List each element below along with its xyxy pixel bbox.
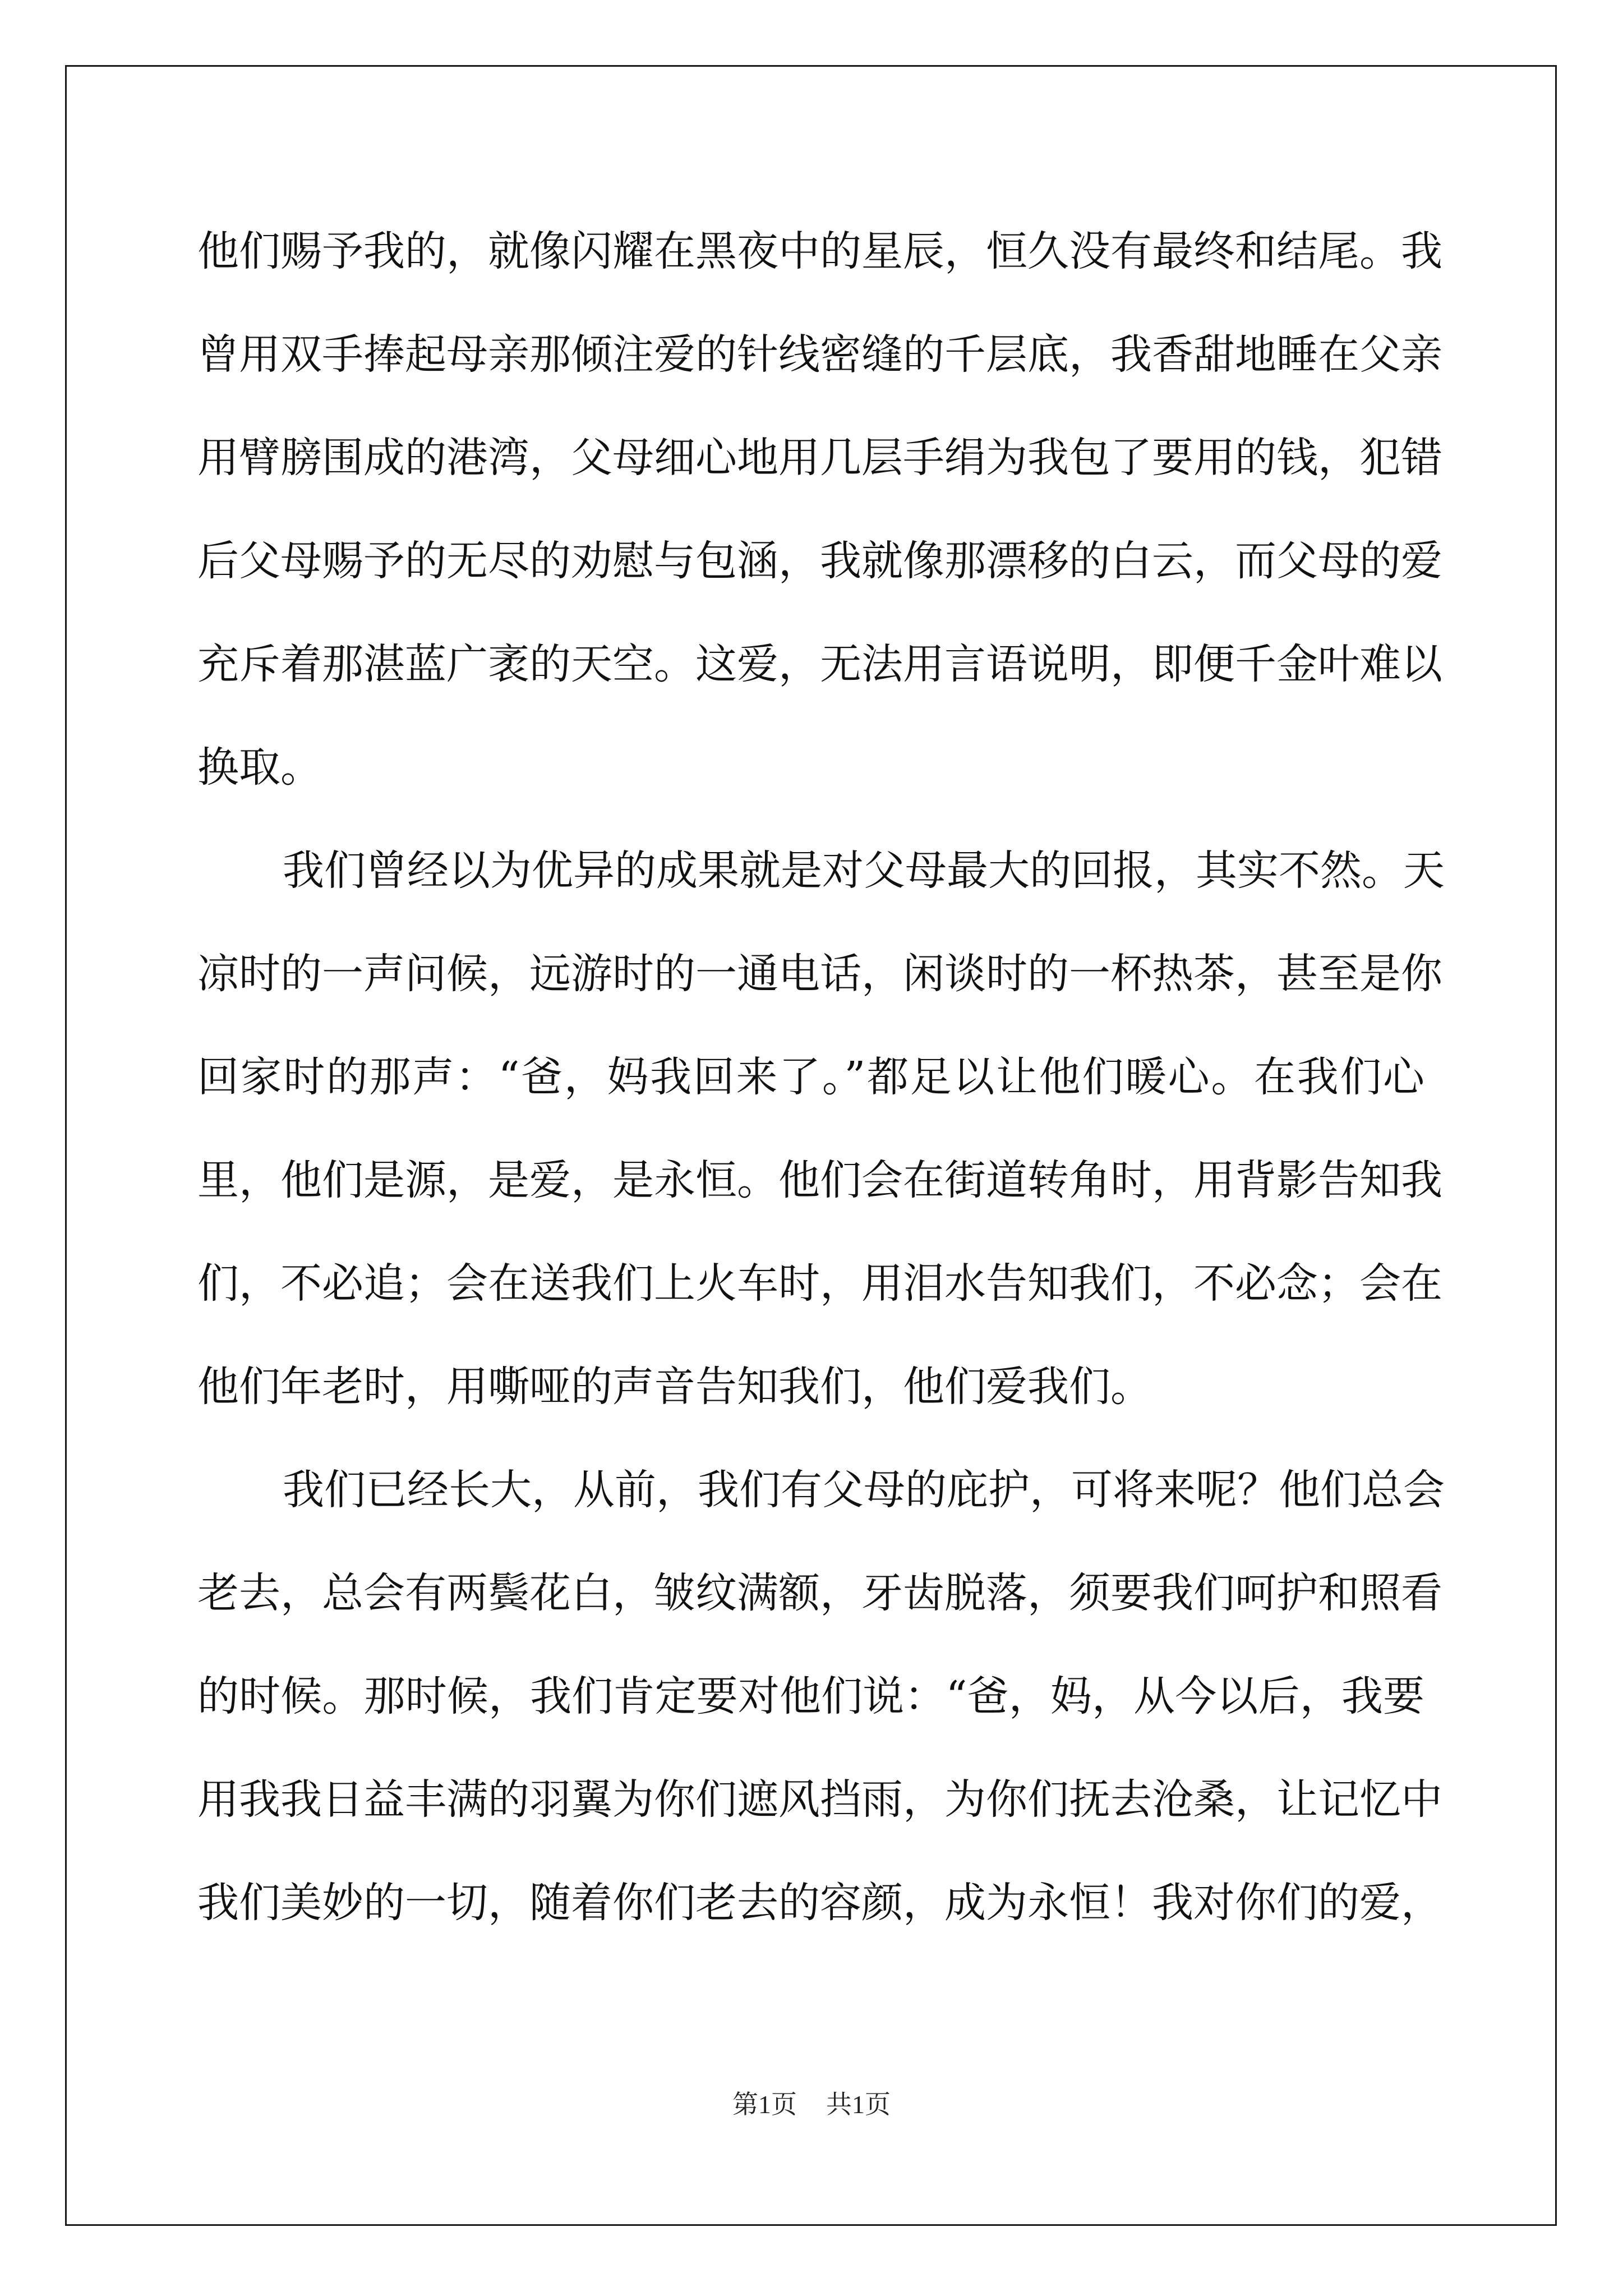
text-line: 他们赐予我的，就像闪耀在黑夜中的星辰，恒久没有最终和结尾。我 xyxy=(197,227,1442,275)
text-line: 回家时的那声：“爸，妈我回来了。”都足以让他们暖心。在我们心 xyxy=(197,1053,1424,1101)
text-line: 的时候。那时候，我们肯定要对他们说：“爸，妈，从今以后，我要 xyxy=(197,1672,1424,1720)
page-number-total: 共1页 xyxy=(826,2090,891,2119)
text-line: 用臂膀围成的港湾，父母细心地用几层手绢为我包了要用的钱，犯错 xyxy=(197,434,1442,482)
text-line: 我们曾经以为优异的成果就是对父母最大的回报，其实不然。天 xyxy=(283,846,1445,895)
text-line: 他们年老时，用嘶哑的声音告知我们，他们爱我们。 xyxy=(197,1363,1152,1411)
text-line: 充斥着那湛蓝广袤的天空。这爱，无法用言语说明，即便千金叶难以 xyxy=(197,640,1442,688)
text-line: 老去，总会有两鬓花白，皱纹满额，牙齿脱落，须要我们呵护和照看 xyxy=(197,1569,1442,1617)
text-line: 后父母赐予的无尽的劝慰与包涵，我就像那漂移的白云，而父母的爱 xyxy=(197,537,1442,585)
text-line: 用我我日益丰满的羽翼为你们遮风挡雨，为你们抚去沧桑，让记忆中 xyxy=(197,1775,1442,1824)
text-line: 我们美妙的一切，随着你们老去的容颜，成为永恒！我对你们的爱， xyxy=(197,1879,1442,1927)
text-line: 曾用双手捧起母亲那倾注爱的针线密缝的千层底，我香甜地睡在父亲 xyxy=(197,330,1442,379)
text-line: 我们已经长大，从前，我们有父母的庇护，可将来呢？他们总会 xyxy=(283,1466,1445,1514)
page-footer xyxy=(0,2084,1623,2121)
text-line: 换取。 xyxy=(197,743,322,792)
text-line: 里，他们是源，是爱，是永恒。他们会在街道转角时，用背影告知我 xyxy=(197,1156,1442,1204)
text-line: 凉时的一声问候，远游时的一通电话，闲谈时的一杯热茶，甚至是你 xyxy=(197,950,1442,998)
page-number-current: 第1页 xyxy=(732,2090,797,2119)
text-line: 们，不必追；会在送我们上火车时，用泪水告知我们，不必念；会在 xyxy=(197,1259,1442,1308)
document-body xyxy=(197,223,1445,1978)
